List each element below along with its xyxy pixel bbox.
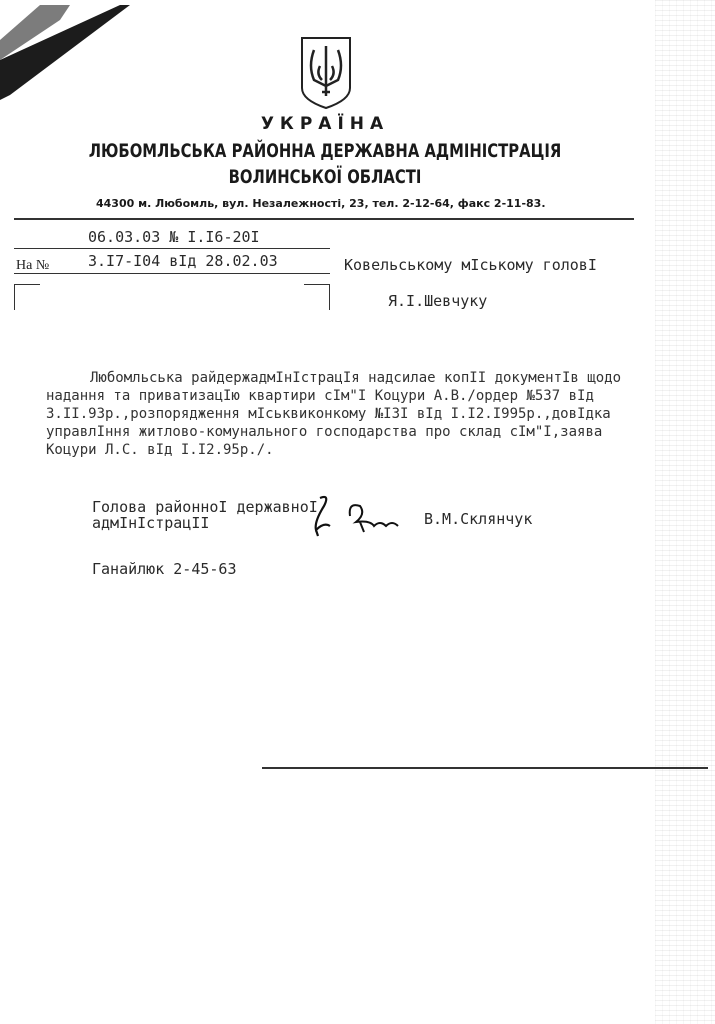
handwritten-signature [300,492,420,540]
executor-contact: Ганайлюк 2-45-63 [92,560,237,578]
reply-to-label: На № [16,258,50,273]
bracket-right-top [304,284,330,285]
country-title: УКРАЇНА [260,114,390,134]
signatory-title-line2: адмIнIстрацII [92,514,210,532]
trident-emblem-icon [300,36,352,110]
reply-to-reference: 3.I7-I04 вIд 28.02.03 [88,252,278,270]
bracket-left-side [14,284,15,310]
body-line2: надання та приватизацIю квартири сIм"I Коцури А.В./ордер №537 вIд [46,388,594,404]
scan-noise [655,0,715,1024]
outgoing-date-number: 06.03.03 № I.I6-20I [88,228,260,246]
body-line1: Любомльська райдержадмIнIстрацIя надсилае копII документIв щодо [90,370,622,386]
region-title: ВОЛИНСЬКОЇ ОБЛАСТІ [228,166,422,188]
bracket-right-side [329,284,330,310]
administration-title: ЛЮБОМЛЬСЬКА РАЙОННА ДЕРЖАВНА АДМІНІСТРАЦІЯ [88,140,562,162]
header-rule [14,218,634,220]
body-line4: управлIння житлово-комунального господарства про склад сIм"I,заява [46,424,603,440]
body-line5: Коцури Л.С. вIд I.I2.95р./. [46,442,274,458]
bottom-rule [262,767,708,769]
bracket-left-top [14,284,40,285]
corner-fold-mark [0,0,140,110]
reply-to-underline [14,273,330,274]
signatory-title-line1: Голова районноI державноI [92,498,318,516]
date-number-underline [14,248,330,249]
addressee-line2: Я.I.Шевчуку [388,292,488,310]
addressee-line1: Ковельському мIському головI [344,256,597,274]
signatory-name: В.М.Склянчук [424,510,533,528]
header-address: 44300 м. Любомль, вул. Незалежності, 23, тел. 2-12-64, факс 2-11-83. [96,197,546,210]
body-line3: 3.II.93р.,розпорядження мIськвиконкому №I3I вIд I.I2.I995р.,довIдка [46,406,611,422]
